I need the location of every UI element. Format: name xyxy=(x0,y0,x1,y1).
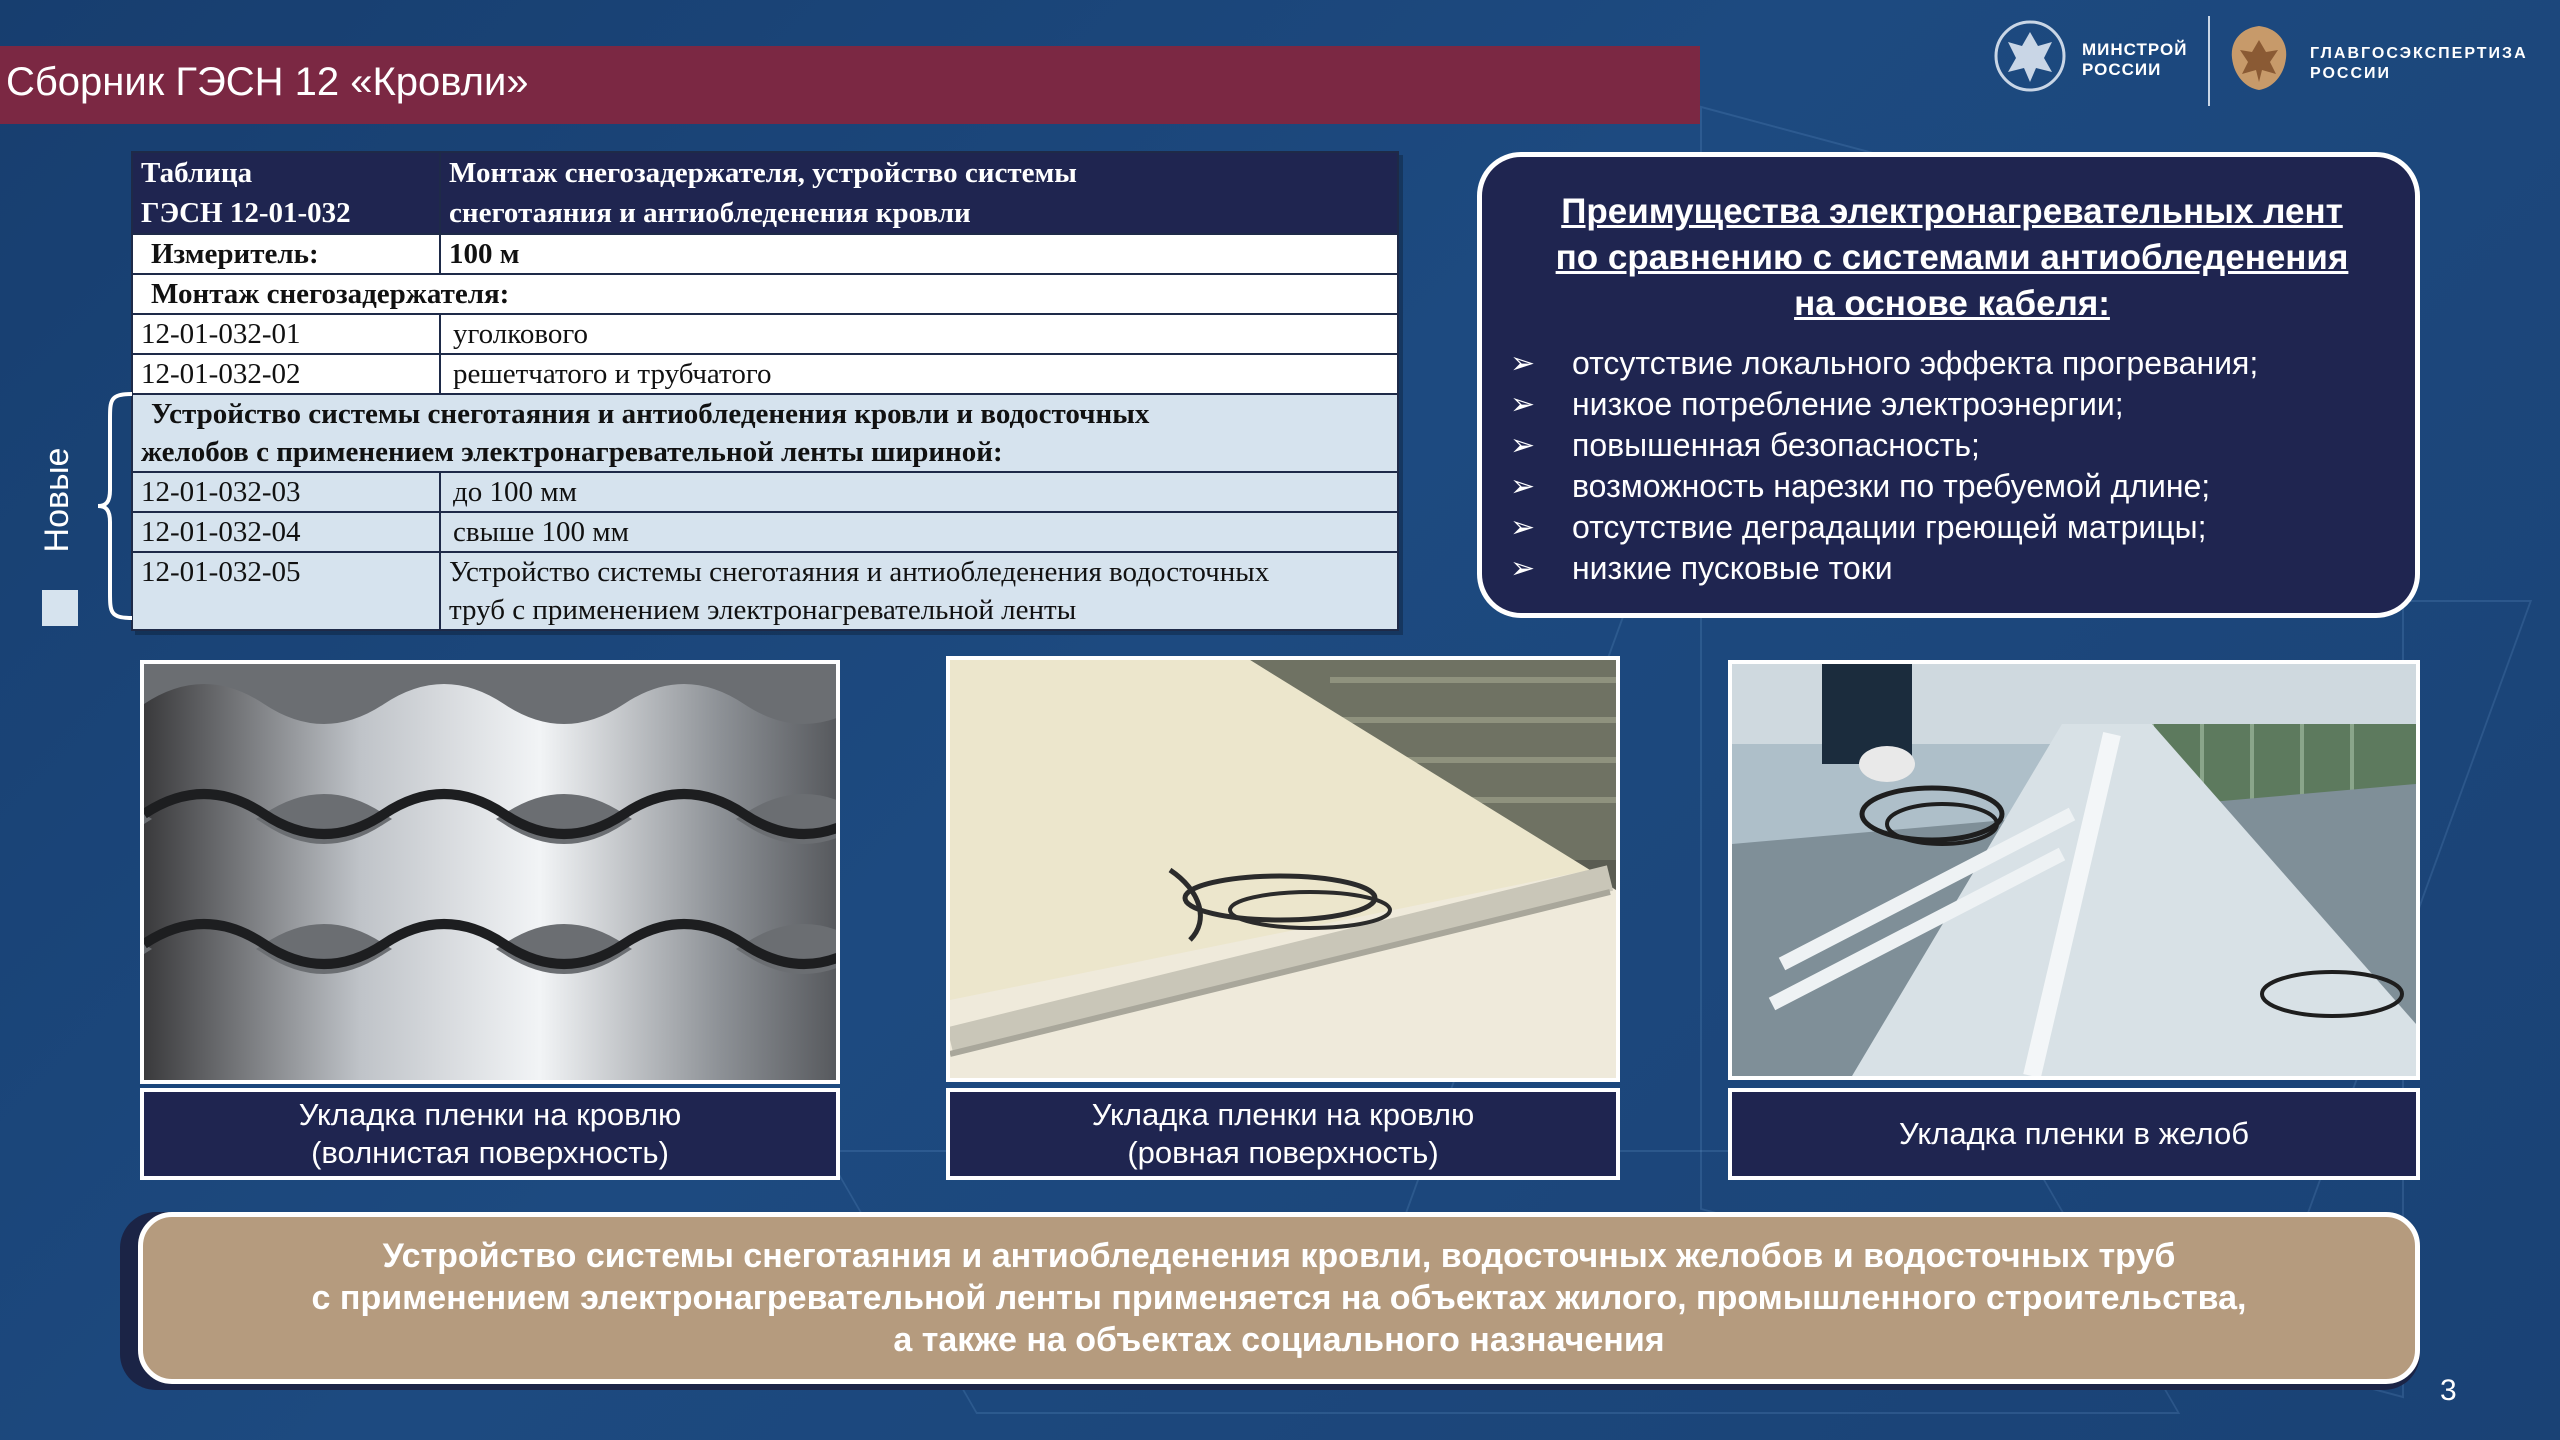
table-header-text: снеготаяния и антиобледенения кровли xyxy=(449,197,971,229)
table-header-text: ГЭСН 12-01-032 xyxy=(141,197,351,229)
list-item xyxy=(1510,466,2258,507)
logo-text: РОССИИ xyxy=(2082,60,2162,79)
page-number: 3 xyxy=(2440,1374,2457,1407)
advantages-title-line: Преимущества электронагревательных лент xyxy=(1561,192,2343,231)
row-code: 12-01-032-04 xyxy=(132,512,440,552)
section-title-line: желобов с применением электронагревательной ленты шириной: xyxy=(141,436,1003,468)
table-row xyxy=(132,354,1398,394)
list-item xyxy=(1510,548,2258,589)
list-item-text: низкие пусковые токи xyxy=(1572,550,1893,586)
caption-line: Укладка пленки на кровлю xyxy=(1091,1097,1475,1132)
row-code: 12-01-032-03 xyxy=(132,472,440,512)
row-code: 12-01-032-05 xyxy=(132,552,440,630)
section-title xyxy=(132,394,1398,472)
list-item xyxy=(1510,343,2258,384)
photo-flat-roof xyxy=(946,656,1620,1082)
new-legend-swatch xyxy=(42,590,78,626)
row-code: 12-01-032-02 xyxy=(132,354,440,394)
logo-text: ГЛАВГОСЭКСПЕРТИЗА xyxy=(2310,45,2528,62)
eagle-emblem-icon xyxy=(1992,18,2068,94)
logo-text: РОССИИ xyxy=(2310,65,2392,82)
advantages-list xyxy=(1510,343,2258,589)
arrow-bullet-icon: ➢ xyxy=(1510,511,1536,544)
advantages-title xyxy=(1522,189,2382,327)
row-name: до 100 мм xyxy=(440,472,1398,512)
title-bar xyxy=(0,46,1700,124)
caption-line: (ровная поверхность) xyxy=(1127,1135,1439,1170)
arrow-bullet-icon: ➢ xyxy=(1510,429,1536,462)
arrow-bullet-icon: ➢ xyxy=(1510,388,1536,421)
table-row xyxy=(132,234,1398,274)
photo-caption xyxy=(1728,1088,2420,1180)
list-item xyxy=(1510,425,2258,466)
table-header-text: Таблица xyxy=(141,157,253,189)
flat-roof-image xyxy=(950,660,1616,1078)
slide-title: Сборник ГЭСН 12 «Кровли» xyxy=(6,60,529,104)
row-name: уголкового xyxy=(440,314,1398,354)
summary-box xyxy=(138,1212,2420,1384)
table-row xyxy=(132,552,1398,630)
caption-line: Укладка пленки в желоб xyxy=(1899,1116,2249,1151)
photo-caption xyxy=(140,1088,840,1180)
summary-line: с применением электронагревательной ленты применяется на объектах жилого, промышленного строительства, xyxy=(311,1279,2247,1317)
table-section-row xyxy=(132,394,1398,472)
row-code: 12-01-032-01 xyxy=(132,314,440,354)
eagle-emblem-icon xyxy=(2226,22,2292,94)
list-item xyxy=(1510,507,2258,548)
row-name: решетчатого и трубчатого xyxy=(440,354,1398,394)
summary-line: а также на объектах социального назначения xyxy=(893,1321,1665,1359)
photo-caption xyxy=(946,1088,1620,1180)
arrow-bullet-icon: ➢ xyxy=(1510,470,1536,503)
list-item-text: низкое потребление электроэнергии; xyxy=(1572,386,2124,422)
new-rows-bracket-icon xyxy=(96,390,136,622)
list-item xyxy=(1510,384,2258,425)
logo-divider xyxy=(2208,16,2210,106)
row-name-line: Устройство системы снеготаяния и антиобледенения водосточных xyxy=(449,556,1270,588)
photo-gutter xyxy=(1728,660,2420,1080)
gutter-image xyxy=(1732,664,2416,1076)
list-item-text: повышенная безопасность; xyxy=(1572,427,1980,463)
photo-wavy-roof xyxy=(140,660,840,1084)
row-name-line: труб с применением электронагревательной ленты xyxy=(449,594,1077,626)
table-header-text: Монтаж снегозадержателя, устройство системы xyxy=(449,157,1077,189)
advantages-title-line: по сравнению с системами антиобледенения xyxy=(1555,238,2349,277)
list-item-text: отсутствие деградации греющей матрицы; xyxy=(1572,509,2207,545)
row-name xyxy=(440,552,1398,630)
caption-line: (волнистая поверхность) xyxy=(311,1135,669,1170)
arrow-bullet-icon: ➢ xyxy=(1510,347,1536,380)
arrow-bullet-icon: ➢ xyxy=(1510,552,1536,585)
table-row xyxy=(132,314,1398,354)
table-header-cell xyxy=(440,152,1398,234)
summary-line: Устройство системы снеготаяния и антиобледенения кровли, водосточных желобов и водосточных труб xyxy=(382,1237,2176,1275)
advantages-title-line: на основе кабеля: xyxy=(1794,284,2110,323)
table-header-row xyxy=(132,152,1398,234)
new-label: Новые xyxy=(38,447,76,553)
table-row xyxy=(132,512,1398,552)
table-row xyxy=(132,472,1398,512)
caption-line: Укладка пленки на кровлю xyxy=(298,1097,682,1132)
metal-roof-image xyxy=(144,664,836,1080)
section-title-line: Устройство системы снеготаяния и антиобледенения кровли и водосточных xyxy=(151,398,1150,430)
gesn-table xyxy=(131,151,1399,631)
table-section-row xyxy=(132,274,1398,314)
list-item-text: возможность нарезки по требуемой длине; xyxy=(1572,468,2211,504)
advantages-box xyxy=(1477,152,2420,618)
table-header-cell xyxy=(132,152,440,234)
meter-value: 100 м xyxy=(440,234,1398,274)
section-title: Монтаж снегозадержателя: xyxy=(132,274,1398,314)
row-name: свыше 100 мм xyxy=(440,512,1398,552)
meter-label: Измеритель: xyxy=(132,234,440,274)
list-item-text: отсутствие локального эффекта прогревания; xyxy=(1572,345,2259,381)
logo-text: МИНСТРОЙ xyxy=(2082,40,2188,59)
